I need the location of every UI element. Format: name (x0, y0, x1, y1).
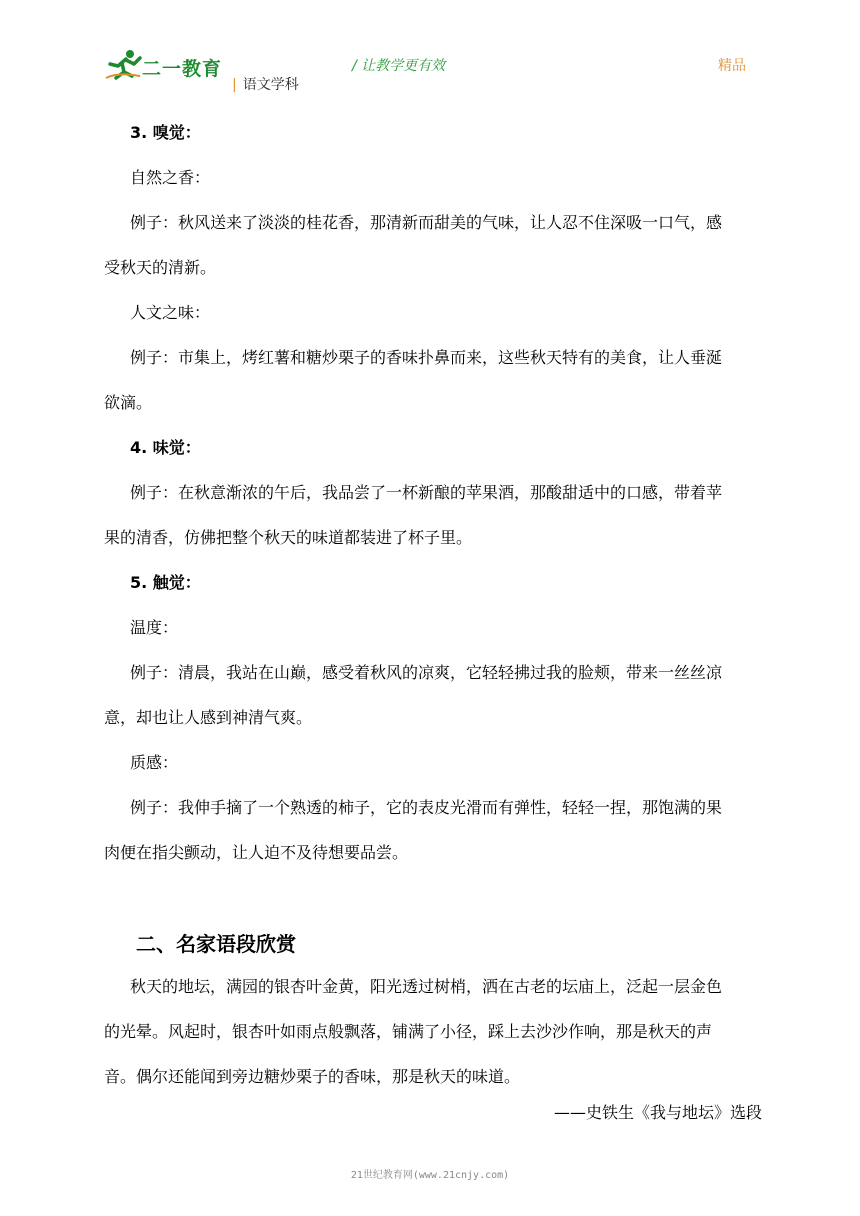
excerpt-line3: 音。偶尔还能闻到旁边糖炒栗子的香味，那是秋天的味道。 (104, 1067, 521, 1086)
premium-label: 精品 (718, 58, 746, 74)
natural-example-line1: 例子：秋风送来了淡淡的桂花香，那清新而甜美的气味，让人忍不住深吸一口气，感 (130, 213, 723, 232)
texture-example-line1: 例子：我伸手摘了一个熟透的柿子，它的表皮光滑而有弹性，轻轻一捏，那饱满的果 (130, 798, 723, 817)
site-logo (104, 48, 224, 82)
taste-example-line1: 例子：在秋意渐浓的午后，我品尝了一杯新酿的苹果酒，那酸甜适中的口感，带着苹 (130, 483, 723, 502)
texture-example-line2: 肉便在指尖颤动，让人迫不及待想要品尝。 (104, 843, 409, 862)
taste-example-line2: 果的清香，仿佛把整个秋天的味道都装进了杯子里。 (104, 528, 473, 547)
taste-heading: 4. 味觉： (130, 438, 201, 457)
page-footer: 21世纪教育网(www.21cnjy.com) (350, 1170, 510, 1181)
human-label: 人文之味： (130, 303, 211, 322)
temperature-example-line2: 意，却也让人感到神清气爽。 (104, 708, 313, 727)
natural-label: 自然之香： (130, 168, 211, 187)
temperature-label: 温度： (130, 618, 179, 637)
excerpt-attribution: ——史铁生《我与地坛》选段 (553, 1103, 762, 1122)
subject-label: | 语文学科 (232, 77, 299, 93)
main-content (104, 110, 763, 875)
human-example-line1: 例子：市集上，烤红薯和糖炒栗子的香味扑鼻而来，这些秋天特有的美食，让人垂涎 (130, 348, 723, 367)
smell-heading: 3. 嗅觉： (130, 123, 201, 142)
section-title: 二、名家语段欣赏 (136, 932, 296, 956)
page-header (0, 0, 860, 100)
texture-label: 质感： (130, 753, 179, 772)
human-example-line2: 欲滴。 (104, 393, 153, 412)
excerpt-content (104, 964, 763, 1099)
excerpt-line2: 的光晕。风起时，银杏叶如雨点般飘落，铺满了小径，踩上去沙沙作响，那是秋天的声 (104, 1022, 713, 1041)
subject-text: 语文学科 (242, 77, 299, 93)
slogan: / 让教学更有效 (352, 58, 446, 74)
logo-text: 二一教育 (142, 58, 223, 80)
touch-heading: 5. 触觉： (130, 573, 201, 592)
runner-logo-icon (104, 48, 144, 82)
natural-example-line2: 受秋天的清新。 (104, 258, 217, 277)
temperature-example-line1: 例子：清晨，我站在山巅，感受着秋风的凉爽，它轻轻拂过我的脸颊，带来一丝丝凉 (130, 663, 723, 682)
excerpt-line1: 秋天的地坛，满园的银杏叶金黄，阳光透过树梢，洒在古老的坛庙上，泛起一层金色 (130, 977, 723, 996)
